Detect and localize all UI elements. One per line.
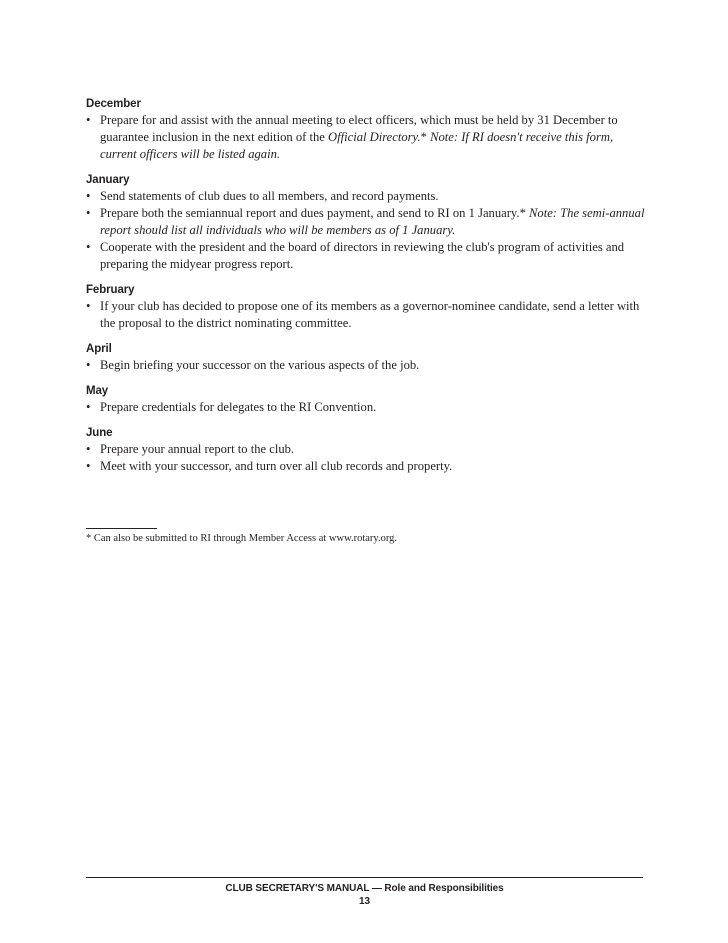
footnote-divider bbox=[86, 528, 157, 529]
bullet-icon: • bbox=[86, 400, 91, 414]
bullet-icon: • bbox=[86, 459, 91, 473]
task-item bbox=[86, 239, 646, 273]
task-text: Prepare both the semiannual report and dues payment, and send to RI on 1 January. bbox=[100, 206, 520, 220]
task-list bbox=[86, 298, 646, 332]
task-item bbox=[86, 441, 646, 458]
footer-title: CLUB SECRETARY'S MANUAL — Role and Responsibilities bbox=[225, 883, 504, 894]
task-list bbox=[86, 188, 646, 273]
task-text: Meet with your successor, and turn over all club records and property. bbox=[100, 459, 453, 473]
task-item bbox=[86, 399, 646, 416]
page-number: 13 bbox=[358, 896, 371, 907]
section-april bbox=[86, 341, 646, 374]
task-list bbox=[86, 441, 646, 475]
task-item bbox=[86, 112, 646, 163]
month-heading: December bbox=[86, 98, 141, 110]
task-emphasis: Official Directory. bbox=[328, 130, 421, 144]
task-list bbox=[86, 112, 646, 163]
task-item bbox=[86, 188, 646, 205]
task-list bbox=[86, 357, 646, 374]
page-content bbox=[86, 96, 646, 484]
task-suffix: * bbox=[420, 130, 431, 144]
task-text: Send statements of club dues to all members, and record payments. bbox=[100, 189, 439, 203]
task-list bbox=[86, 399, 646, 416]
task-text: Prepare your annual report to the club. bbox=[100, 442, 295, 456]
month-heading: February bbox=[86, 284, 135, 296]
task-item bbox=[86, 205, 646, 239]
task-text: Prepare credentials for delegates to the RI Convention. bbox=[100, 400, 377, 414]
section-january bbox=[86, 172, 646, 273]
task-text: If your club has decided to propose one of its members as a governor-nominee candidate, send a letter with the proposal to the district nominating committee. bbox=[100, 299, 640, 330]
bullet-icon: • bbox=[86, 299, 91, 313]
month-heading: May bbox=[86, 385, 109, 397]
footnote: * Can also be submitted to RI through Member Access at www.rotary.org. bbox=[86, 533, 398, 544]
section-may bbox=[86, 383, 646, 416]
month-heading: January bbox=[86, 174, 130, 186]
task-item bbox=[86, 458, 646, 475]
task-item bbox=[86, 298, 646, 332]
section-february bbox=[86, 282, 646, 332]
bullet-icon: • bbox=[86, 206, 91, 220]
task-item bbox=[86, 357, 646, 374]
month-heading: June bbox=[86, 427, 113, 439]
bullet-icon: • bbox=[86, 240, 91, 254]
task-text: Prepare for and assist with the annual meeting to elect officers, which must be held by 31 December to guarantee inclusion in the next edition of the bbox=[100, 113, 618, 144]
section-june bbox=[86, 425, 646, 475]
bullet-icon: • bbox=[86, 189, 91, 203]
task-note: Note: If RI doesn't receive this form, current officers will be listed again. bbox=[100, 130, 614, 161]
task-text: Cooperate with the president and the board of directors in reviewing the club's program of activities and preparing the midyear progress report. bbox=[100, 240, 625, 271]
task-text: Begin briefing your successor on the various aspects of the job. bbox=[100, 358, 420, 372]
task-note: Note: The semi-annual report should list all individuals who will be members as of 1 January. bbox=[100, 206, 645, 237]
footer-divider bbox=[86, 877, 643, 878]
bullet-icon: • bbox=[86, 442, 91, 456]
bullet-icon: • bbox=[86, 113, 91, 127]
section-december bbox=[86, 96, 646, 163]
task-suffix: * bbox=[519, 206, 530, 220]
month-heading: April bbox=[86, 343, 112, 355]
bullet-icon: • bbox=[86, 358, 91, 372]
